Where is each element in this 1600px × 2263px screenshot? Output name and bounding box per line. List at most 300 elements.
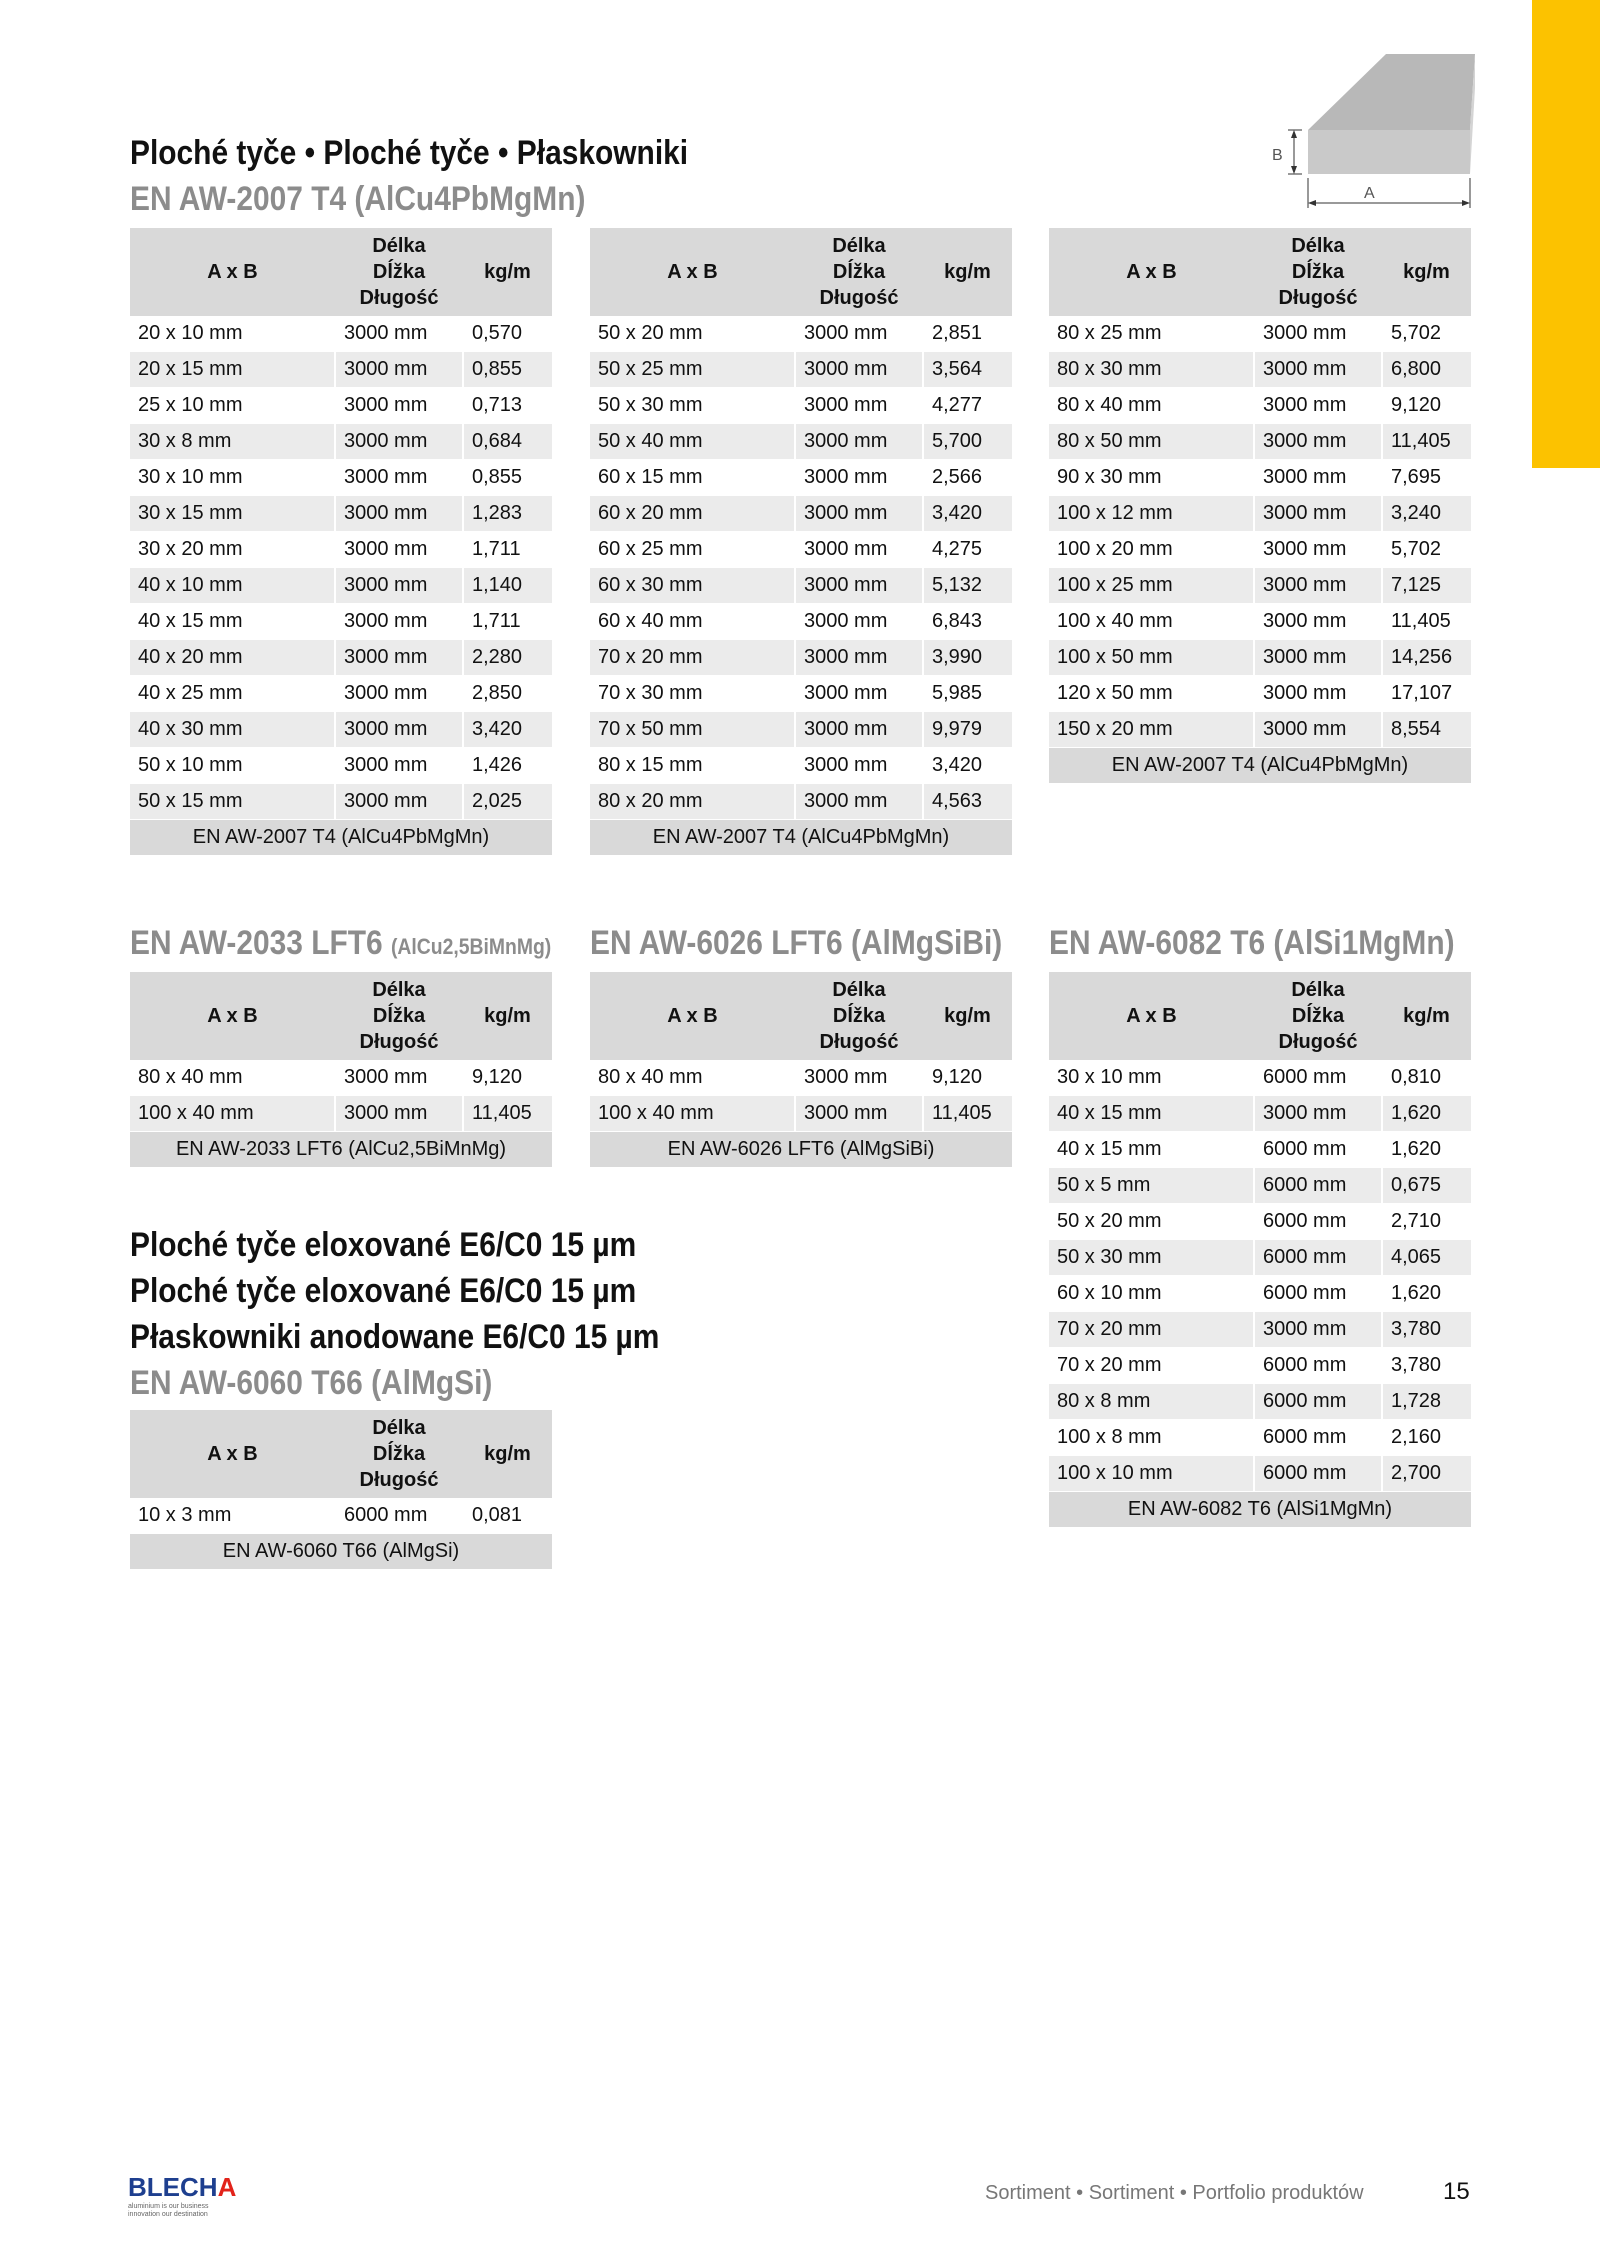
table-row bbox=[1049, 1168, 1471, 1204]
header-length-len1: Délka bbox=[832, 235, 886, 257]
header-dimensions: A x B bbox=[1049, 228, 1254, 316]
cell-dimensions: 80 x 40 mm bbox=[590, 1060, 795, 1096]
cell-weight: 3,990 bbox=[923, 640, 1012, 676]
cell-weight: 1,140 bbox=[463, 568, 552, 604]
alloy-subtitle: EN AW-2007 T4 (AlCu4PbMgMn) bbox=[130, 180, 586, 218]
cell-weight: 2,851 bbox=[923, 316, 1012, 352]
table-header-row bbox=[1049, 972, 1471, 1060]
cell-length: 6000 mm bbox=[1254, 1276, 1382, 1312]
section-title-6082: EN AW-6082 T6 (AlSi1MgMn) bbox=[1049, 924, 1455, 962]
table-row bbox=[1049, 712, 1471, 748]
cell-dimensions: 50 x 25 mm bbox=[590, 352, 795, 388]
cell-weight: 1,283 bbox=[463, 496, 552, 532]
header-length-len2: Dĺžka bbox=[832, 261, 886, 283]
cell-dimensions: 100 x 40 mm bbox=[130, 1096, 335, 1132]
cell-dimensions: 50 x 40 mm bbox=[590, 424, 795, 460]
table-header-row bbox=[130, 1410, 552, 1498]
header-length bbox=[335, 228, 463, 316]
cell-weight: 3,780 bbox=[1382, 1348, 1471, 1384]
cell-length: 3000 mm bbox=[1254, 388, 1382, 424]
cell-dimensions: 50 x 30 mm bbox=[1049, 1240, 1254, 1276]
table-row bbox=[1049, 568, 1471, 604]
cell-dimensions: 60 x 40 mm bbox=[590, 604, 795, 640]
footer-portfolio-text: Sortiment • Sortiment • Portfolio produktów bbox=[985, 2182, 1364, 2204]
header-dimensions: A x B bbox=[590, 228, 795, 316]
cell-dimensions: 120 x 50 mm bbox=[1049, 676, 1254, 712]
cell-weight: 4,563 bbox=[923, 784, 1012, 820]
header-weight: kg/m bbox=[463, 972, 552, 1060]
table-footer-row bbox=[590, 1132, 1012, 1168]
cell-length: 3000 mm bbox=[795, 1060, 923, 1096]
cell-length: 3000 mm bbox=[335, 1060, 463, 1096]
cell-weight: 5,702 bbox=[1382, 316, 1471, 352]
header-weight: kg/m bbox=[923, 228, 1012, 316]
table-row bbox=[1049, 388, 1471, 424]
cell-length: 3000 mm bbox=[1254, 1096, 1382, 1132]
cell-dimensions: 50 x 30 mm bbox=[590, 388, 795, 424]
cell-dimensions: 60 x 25 mm bbox=[590, 532, 795, 568]
table-row bbox=[1049, 1456, 1471, 1492]
cell-dimensions: 40 x 15 mm bbox=[1049, 1096, 1254, 1132]
cell-length: 3000 mm bbox=[335, 604, 463, 640]
cell-length: 3000 mm bbox=[1254, 568, 1382, 604]
table-2007-part2 bbox=[590, 228, 1012, 856]
yellow-section-tab bbox=[1532, 0, 1600, 468]
header-dimensions: A x B bbox=[130, 228, 335, 316]
cell-dimensions: 80 x 20 mm bbox=[590, 784, 795, 820]
header-length-len1: Délka bbox=[832, 979, 886, 1001]
cell-weight: 1,728 bbox=[1382, 1384, 1471, 1420]
header-weight: kg/m bbox=[1382, 228, 1471, 316]
cell-length: 3000 mm bbox=[795, 352, 923, 388]
cell-dimensions: 20 x 15 mm bbox=[130, 352, 335, 388]
cell-length: 3000 mm bbox=[335, 532, 463, 568]
cell-dimensions: 50 x 20 mm bbox=[590, 316, 795, 352]
table-row bbox=[130, 460, 552, 496]
cell-weight: 3,420 bbox=[923, 748, 1012, 784]
cell-length: 3000 mm bbox=[335, 496, 463, 532]
header-length-len2: Dĺžka bbox=[832, 1005, 886, 1027]
table-row bbox=[590, 712, 1012, 748]
cell-length: 3000 mm bbox=[1254, 676, 1382, 712]
header-length-len2: Dĺžka bbox=[372, 1443, 426, 1465]
cell-length: 3000 mm bbox=[1254, 712, 1382, 748]
header-length bbox=[335, 972, 463, 1060]
cell-dimensions: 40 x 15 mm bbox=[1049, 1132, 1254, 1168]
cell-length: 6000 mm bbox=[335, 1498, 463, 1534]
table-row bbox=[1049, 1132, 1471, 1168]
cell-dimensions: 40 x 20 mm bbox=[130, 640, 335, 676]
table-row bbox=[130, 388, 552, 424]
table-row bbox=[130, 1096, 552, 1132]
cell-length: 3000 mm bbox=[335, 568, 463, 604]
cell-length: 6000 mm bbox=[1254, 1420, 1382, 1456]
cell-weight: 0,713 bbox=[463, 388, 552, 424]
cell-dimensions: 60 x 10 mm bbox=[1049, 1276, 1254, 1312]
cell-dimensions: 60 x 15 mm bbox=[590, 460, 795, 496]
cell-length: 3000 mm bbox=[1254, 640, 1382, 676]
cell-length: 3000 mm bbox=[795, 784, 923, 820]
header-length-len2: Dĺžka bbox=[1291, 261, 1345, 283]
table-row bbox=[130, 748, 552, 784]
cell-length: 3000 mm bbox=[1254, 424, 1382, 460]
header-dimensions: A x B bbox=[130, 1410, 335, 1498]
table-row bbox=[590, 352, 1012, 388]
table-header-row bbox=[130, 972, 552, 1060]
header-length-len3: Długość bbox=[359, 1469, 439, 1491]
cell-weight: 1,620 bbox=[1382, 1276, 1471, 1312]
table-row bbox=[130, 424, 552, 460]
cell-weight: 2,700 bbox=[1382, 1456, 1471, 1492]
cell-length: 3000 mm bbox=[795, 1096, 923, 1132]
table-row bbox=[590, 568, 1012, 604]
cell-weight: 3,420 bbox=[463, 712, 552, 748]
cell-weight: 2,160 bbox=[1382, 1420, 1471, 1456]
header-length bbox=[795, 228, 923, 316]
table-row bbox=[1049, 1204, 1471, 1240]
cell-dimensions: 60 x 30 mm bbox=[590, 568, 795, 604]
cell-length: 3000 mm bbox=[335, 424, 463, 460]
header-length-len1: Délka bbox=[372, 1417, 426, 1439]
table-row bbox=[1049, 424, 1471, 460]
cell-dimensions: 80 x 40 mm bbox=[130, 1060, 335, 1096]
header-weight: kg/m bbox=[1382, 972, 1471, 1060]
cell-dimensions: 10 x 3 mm bbox=[130, 1498, 335, 1534]
cell-weight: 6,800 bbox=[1382, 352, 1471, 388]
cell-length: 3000 mm bbox=[1254, 460, 1382, 496]
table-row bbox=[130, 496, 552, 532]
cell-weight: 5,700 bbox=[923, 424, 1012, 460]
cell-length: 3000 mm bbox=[795, 460, 923, 496]
table-footer-alloy: EN AW-2007 T4 (AlCu4PbMgMn) bbox=[590, 820, 1012, 856]
cell-dimensions: 50 x 5 mm bbox=[1049, 1168, 1254, 1204]
table-header-row bbox=[590, 228, 1012, 316]
cell-length: 3000 mm bbox=[335, 1096, 463, 1132]
header-length-len1: Délka bbox=[1291, 235, 1345, 257]
cell-dimensions: 80 x 15 mm bbox=[590, 748, 795, 784]
table-row bbox=[130, 604, 552, 640]
table-6026 bbox=[590, 972, 1012, 1168]
cell-length: 3000 mm bbox=[795, 316, 923, 352]
header-length-len3: Długość bbox=[1278, 1031, 1358, 1053]
header-dimensions: A x B bbox=[1049, 972, 1254, 1060]
cell-dimensions: 50 x 20 mm bbox=[1049, 1204, 1254, 1240]
header-length bbox=[795, 972, 923, 1060]
header-length bbox=[1254, 972, 1382, 1060]
cell-weight: 5,985 bbox=[923, 676, 1012, 712]
cell-dimensions: 150 x 20 mm bbox=[1049, 712, 1254, 748]
cell-dimensions: 80 x 30 mm bbox=[1049, 352, 1254, 388]
cell-weight: 9,120 bbox=[923, 1060, 1012, 1096]
cell-weight: 1,711 bbox=[463, 604, 552, 640]
cell-weight: 0,570 bbox=[463, 316, 552, 352]
table-row bbox=[1049, 676, 1471, 712]
header-length-len3: Długość bbox=[359, 1031, 439, 1053]
table-footer-row bbox=[130, 1534, 552, 1570]
cell-dimensions: 30 x 10 mm bbox=[130, 460, 335, 496]
cell-weight: 11,405 bbox=[463, 1096, 552, 1132]
cell-length: 6000 mm bbox=[1254, 1384, 1382, 1420]
cell-dimensions: 70 x 30 mm bbox=[590, 676, 795, 712]
cell-dimensions: 100 x 25 mm bbox=[1049, 568, 1254, 604]
cell-weight: 4,277 bbox=[923, 388, 1012, 424]
cell-length: 3000 mm bbox=[335, 460, 463, 496]
cell-dimensions: 25 x 10 mm bbox=[130, 388, 335, 424]
header-dimensions: A x B bbox=[590, 972, 795, 1060]
table-row bbox=[1049, 1096, 1471, 1132]
brand-accent: A bbox=[217, 2172, 237, 2202]
header-weight: kg/m bbox=[463, 228, 552, 316]
cell-weight: 14,256 bbox=[1382, 640, 1471, 676]
cell-length: 3000 mm bbox=[795, 496, 923, 532]
cell-dimensions: 40 x 30 mm bbox=[130, 712, 335, 748]
cell-dimensions: 60 x 20 mm bbox=[590, 496, 795, 532]
cell-length: 3000 mm bbox=[795, 640, 923, 676]
table-row bbox=[130, 568, 552, 604]
cell-weight: 2,025 bbox=[463, 784, 552, 820]
table-6060 bbox=[130, 1410, 552, 1570]
cell-dimensions: 50 x 10 mm bbox=[130, 748, 335, 784]
page-number: 15 bbox=[1443, 2178, 1470, 2205]
table-row bbox=[130, 1060, 552, 1096]
cell-length: 3000 mm bbox=[1254, 352, 1382, 388]
table-header-row bbox=[130, 228, 552, 316]
cell-dimensions: 20 x 10 mm bbox=[130, 316, 335, 352]
cell-weight: 2,280 bbox=[463, 640, 552, 676]
cell-dimensions: 100 x 20 mm bbox=[1049, 532, 1254, 568]
cell-dimensions: 100 x 50 mm bbox=[1049, 640, 1254, 676]
brand-name: BLECH bbox=[128, 2172, 218, 2202]
header-length-len3: Długość bbox=[359, 287, 439, 309]
anodized-title-cz: Ploché tyče eloxované E6/C0 15 µm bbox=[130, 1226, 637, 1264]
cell-weight: 3,240 bbox=[1382, 496, 1471, 532]
table-row bbox=[1049, 316, 1471, 352]
header-length bbox=[335, 1410, 463, 1498]
table-row bbox=[590, 424, 1012, 460]
table-row bbox=[1049, 1348, 1471, 1384]
cell-weight: 11,405 bbox=[1382, 604, 1471, 640]
table-6082 bbox=[1049, 972, 1471, 1528]
cell-weight: 1,620 bbox=[1382, 1132, 1471, 1168]
cell-weight: 0,081 bbox=[463, 1498, 552, 1534]
cell-length: 3000 mm bbox=[1254, 532, 1382, 568]
flat-bar-diagram bbox=[1230, 48, 1480, 218]
header-length bbox=[1254, 228, 1382, 316]
table-row bbox=[590, 316, 1012, 352]
cell-dimensions: 30 x 10 mm bbox=[1049, 1060, 1254, 1096]
brand-tagline-1: aluminium is our business bbox=[128, 2203, 209, 2210]
cell-weight: 0,855 bbox=[463, 352, 552, 388]
cell-weight: 7,125 bbox=[1382, 568, 1471, 604]
header-dimensions: A x B bbox=[130, 972, 335, 1060]
cell-weight: 11,405 bbox=[1382, 424, 1471, 460]
cell-length: 3000 mm bbox=[795, 676, 923, 712]
table-footer-row bbox=[130, 1132, 552, 1168]
table-row bbox=[1049, 1312, 1471, 1348]
header-length-len1: Délka bbox=[1291, 979, 1345, 1001]
brand-tagline-2: innovation our destination bbox=[128, 2211, 208, 2218]
table-row bbox=[1049, 1420, 1471, 1456]
cell-length: 3000 mm bbox=[795, 604, 923, 640]
section-title-6026: EN AW-6026 LFT6 (AlMgSiBi) bbox=[590, 924, 1003, 962]
table-row bbox=[590, 640, 1012, 676]
table-footer-alloy: EN AW-6060 T66 (AlMgSi) bbox=[130, 1534, 552, 1570]
cell-length: 3000 mm bbox=[795, 424, 923, 460]
cell-length: 3000 mm bbox=[335, 316, 463, 352]
cell-dimensions: 40 x 15 mm bbox=[130, 604, 335, 640]
table-2007-part1 bbox=[130, 228, 552, 856]
cell-dimensions: 90 x 30 mm bbox=[1049, 460, 1254, 496]
header-length-len3: Długość bbox=[819, 287, 899, 309]
cell-length: 3000 mm bbox=[1254, 604, 1382, 640]
cell-weight: 6,843 bbox=[923, 604, 1012, 640]
table-row bbox=[130, 1498, 552, 1534]
cell-dimensions: 80 x 8 mm bbox=[1049, 1384, 1254, 1420]
header-length-len3: Długość bbox=[1278, 287, 1358, 309]
cell-weight: 5,702 bbox=[1382, 532, 1471, 568]
anodized-title-pl: Płaskowniki anodowane E6/C0 15 µm bbox=[130, 1318, 660, 1356]
table-2007-part3 bbox=[1049, 228, 1471, 784]
cell-weight: 4,275 bbox=[923, 532, 1012, 568]
table-row bbox=[590, 748, 1012, 784]
table-row bbox=[590, 676, 1012, 712]
cell-weight: 0,684 bbox=[463, 424, 552, 460]
cell-dimensions: 80 x 25 mm bbox=[1049, 316, 1254, 352]
cell-weight: 5,132 bbox=[923, 568, 1012, 604]
table-header-row bbox=[1049, 228, 1471, 316]
table-row bbox=[130, 676, 552, 712]
header-length-len2: Dĺžka bbox=[372, 1005, 426, 1027]
cell-dimensions: 100 x 40 mm bbox=[1049, 604, 1254, 640]
cell-weight: 3,420 bbox=[923, 496, 1012, 532]
cell-weight: 11,405 bbox=[923, 1096, 1012, 1132]
cell-weight: 3,564 bbox=[923, 352, 1012, 388]
header-length-len2: Dĺžka bbox=[1291, 1005, 1345, 1027]
cell-weight: 1,711 bbox=[463, 532, 552, 568]
table-row bbox=[1049, 604, 1471, 640]
cell-length: 3000 mm bbox=[335, 748, 463, 784]
table-row bbox=[590, 532, 1012, 568]
cell-weight: 1,620 bbox=[1382, 1096, 1471, 1132]
cell-dimensions: 30 x 15 mm bbox=[130, 496, 335, 532]
cell-length: 3000 mm bbox=[1254, 1312, 1382, 1348]
page-title: Ploché tyče • Ploché tyče • Płaskowniki bbox=[130, 134, 689, 172]
cell-length: 6000 mm bbox=[1254, 1132, 1382, 1168]
brand-logo bbox=[128, 2172, 238, 2219]
cell-length: 3000 mm bbox=[335, 676, 463, 712]
cell-weight: 9,120 bbox=[463, 1060, 552, 1096]
table-row bbox=[130, 784, 552, 820]
cell-weight: 3,780 bbox=[1382, 1312, 1471, 1348]
cell-length: 3000 mm bbox=[795, 532, 923, 568]
table-footer-row bbox=[590, 820, 1012, 856]
cell-weight: 8,554 bbox=[1382, 712, 1471, 748]
cell-weight: 0,675 bbox=[1382, 1168, 1471, 1204]
cell-weight: 0,855 bbox=[463, 460, 552, 496]
cell-length: 3000 mm bbox=[335, 640, 463, 676]
cell-dimensions: 30 x 8 mm bbox=[130, 424, 335, 460]
table-row bbox=[130, 640, 552, 676]
table-row bbox=[1049, 1240, 1471, 1276]
table-footer-alloy: EN AW-2033 LFT6 (AlCu2,5BiMnMg) bbox=[130, 1132, 552, 1168]
table-footer-row bbox=[1049, 1492, 1471, 1528]
cell-length: 3000 mm bbox=[335, 388, 463, 424]
table-row bbox=[590, 1060, 1012, 1096]
diagram-label-a: A bbox=[1364, 185, 1375, 202]
header-weight: kg/m bbox=[463, 1410, 552, 1498]
table-row bbox=[130, 712, 552, 748]
cell-length: 6000 mm bbox=[1254, 1060, 1382, 1096]
cell-length: 3000 mm bbox=[335, 784, 463, 820]
cell-length: 3000 mm bbox=[795, 568, 923, 604]
header-length-len3: Długość bbox=[819, 1031, 899, 1053]
table-footer-alloy: EN AW-2007 T4 (AlCu4PbMgMn) bbox=[1049, 748, 1471, 784]
table-row bbox=[590, 1096, 1012, 1132]
table-row bbox=[130, 532, 552, 568]
table-row bbox=[590, 784, 1012, 820]
diagram-label-b: B bbox=[1272, 147, 1283, 164]
table-row bbox=[1049, 352, 1471, 388]
cell-weight: 0,810 bbox=[1382, 1060, 1471, 1096]
table-header-row bbox=[590, 972, 1012, 1060]
cell-weight: 17,107 bbox=[1382, 676, 1471, 712]
cell-length: 3000 mm bbox=[795, 748, 923, 784]
cell-dimensions: 50 x 15 mm bbox=[130, 784, 335, 820]
cell-weight: 4,065 bbox=[1382, 1240, 1471, 1276]
table-footer-row bbox=[1049, 748, 1471, 784]
table-footer-alloy: EN AW-6082 T6 (AlSi1MgMn) bbox=[1049, 1492, 1471, 1528]
cell-length: 6000 mm bbox=[1254, 1456, 1382, 1492]
table-row bbox=[1049, 460, 1471, 496]
table-footer-alloy: EN AW-2007 T4 (AlCu4PbMgMn) bbox=[130, 820, 552, 856]
table-row bbox=[1049, 532, 1471, 568]
cell-dimensions: 70 x 20 mm bbox=[1049, 1348, 1254, 1384]
cell-dimensions: 40 x 10 mm bbox=[130, 568, 335, 604]
cell-dimensions: 80 x 50 mm bbox=[1049, 424, 1254, 460]
cell-weight: 2,710 bbox=[1382, 1204, 1471, 1240]
anodized-alloy: EN AW-6060 T66 (AlMgSi) bbox=[130, 1364, 493, 1402]
table-row bbox=[1049, 1276, 1471, 1312]
page-header bbox=[130, 130, 764, 222]
cell-length: 3000 mm bbox=[335, 712, 463, 748]
table-row bbox=[590, 388, 1012, 424]
cell-weight: 7,695 bbox=[1382, 460, 1471, 496]
cell-weight: 1,426 bbox=[463, 748, 552, 784]
header-length-len1: Délka bbox=[372, 235, 426, 257]
cell-dimensions: 100 x 10 mm bbox=[1049, 1456, 1254, 1492]
table-row bbox=[590, 604, 1012, 640]
cell-length: 3000 mm bbox=[1254, 316, 1382, 352]
anodized-title-sk: Ploché tyče eloxované E6/C0 15 µm bbox=[130, 1272, 637, 1310]
header-length-len2: Dĺžka bbox=[372, 261, 426, 283]
header-length-len1: Délka bbox=[372, 979, 426, 1001]
cell-weight: 2,850 bbox=[463, 676, 552, 712]
table-row bbox=[1049, 1384, 1471, 1420]
table-2033 bbox=[130, 972, 552, 1168]
cell-length: 3000 mm bbox=[335, 352, 463, 388]
cell-dimensions: 70 x 20 mm bbox=[1049, 1312, 1254, 1348]
cell-length: 3000 mm bbox=[1254, 496, 1382, 532]
section-title-2033: EN AW-2033 LFT6 (AlCu2,5BiMnMg) bbox=[130, 924, 552, 962]
cell-weight: 2,566 bbox=[923, 460, 1012, 496]
cell-dimensions: 100 x 8 mm bbox=[1049, 1420, 1254, 1456]
cell-dimensions: 70 x 20 mm bbox=[590, 640, 795, 676]
table-footer-row bbox=[130, 820, 552, 856]
cell-dimensions: 100 x 12 mm bbox=[1049, 496, 1254, 532]
table-footer-alloy: EN AW-6026 LFT6 (AlMgSiBi) bbox=[590, 1132, 1012, 1168]
cell-dimensions: 80 x 40 mm bbox=[1049, 388, 1254, 424]
table-row bbox=[1049, 640, 1471, 676]
